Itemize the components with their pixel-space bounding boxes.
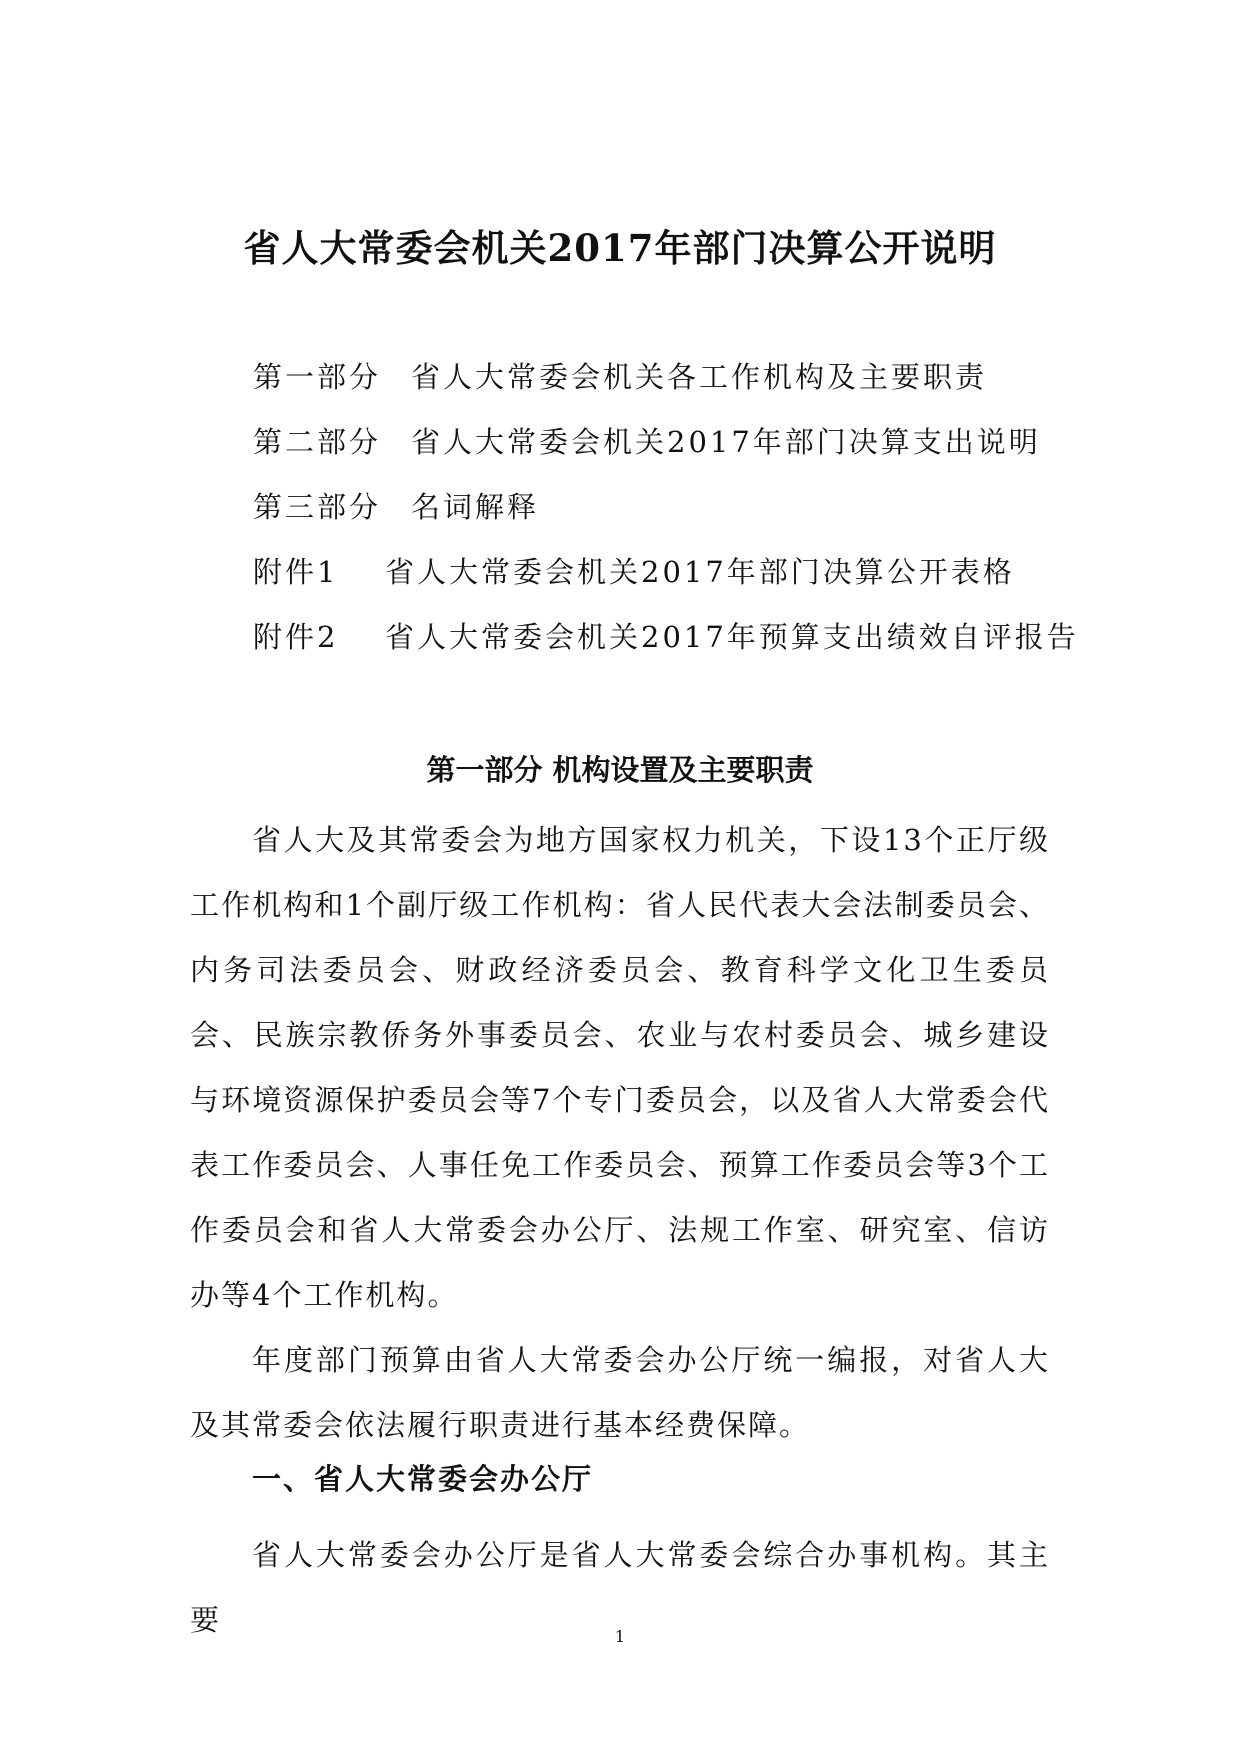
toc-item-part-2 [253, 420, 1153, 485]
toc-item-text: 省人大常委会机关2017年预算支出绩效自评报告 [385, 620, 1079, 654]
body-paragraph-3: 省人大常委会办公厅是省人大常委会综合办事机构。其主要 [190, 1538, 1050, 1637]
toc-item-text: 名词解释 [411, 490, 540, 524]
subsection-heading: 一、省人大常委会办公厅 [252, 1462, 594, 1496]
toc-item-number: 第一部分 [253, 360, 382, 394]
page-number: 1 [614, 1627, 626, 1646]
document-title: 省人大常委会机关2017年部门决算公开说明 [243, 226, 997, 270]
toc-item-text: 省人大常委会机关2017年部门决算公开表格 [385, 555, 1015, 589]
body-paragraph-2: 年度部门预算由省人大常委会办公厅统一编报，对省人大及其常委会依法履行职责进行基本经费保障。 [190, 1343, 1050, 1442]
toc-item-part-1 [253, 355, 1153, 420]
toc-item-number: 第二部分 [253, 425, 382, 459]
toc-item-part-3 [253, 485, 1153, 550]
toc-item-number: 第三部分 [253, 490, 382, 524]
section-title: 第一部分 机构设置及主要职责 [426, 753, 814, 787]
toc-item-appendix-1 [253, 550, 1153, 615]
toc-item-number: 附件1 [253, 555, 339, 589]
toc-item-appendix-2 [253, 615, 1153, 680]
toc-item-number: 附件2 [253, 620, 339, 654]
toc-item-text: 省人大常委会机关各工作机构及主要职责 [411, 360, 988, 394]
toc-item-text: 省人大常委会机关2017年部门决算支出说明 [411, 425, 1041, 459]
body-paragraph-1: 省人大及其常委会为地方国家权力机关，下设13个正厅级工作机构和1个副厅级工作机构：省人民代表大会法制委员会、内务司法委员会、财政经济委员会、教育科学文化卫生委员会、民族宗教侨务外事委员会、农业与农村委员会、城乡建设与环境资源保护委员会等7个专门委员会，以及省人大常委会代表工作委员会、人事任免工作委员会、预算工作委员会等3个工作委员会和省人大常委会办公厅、法规工作室、研究室、信访办等4个工作机构。 [190, 823, 1050, 1312]
table-of-contents [253, 355, 1153, 680]
